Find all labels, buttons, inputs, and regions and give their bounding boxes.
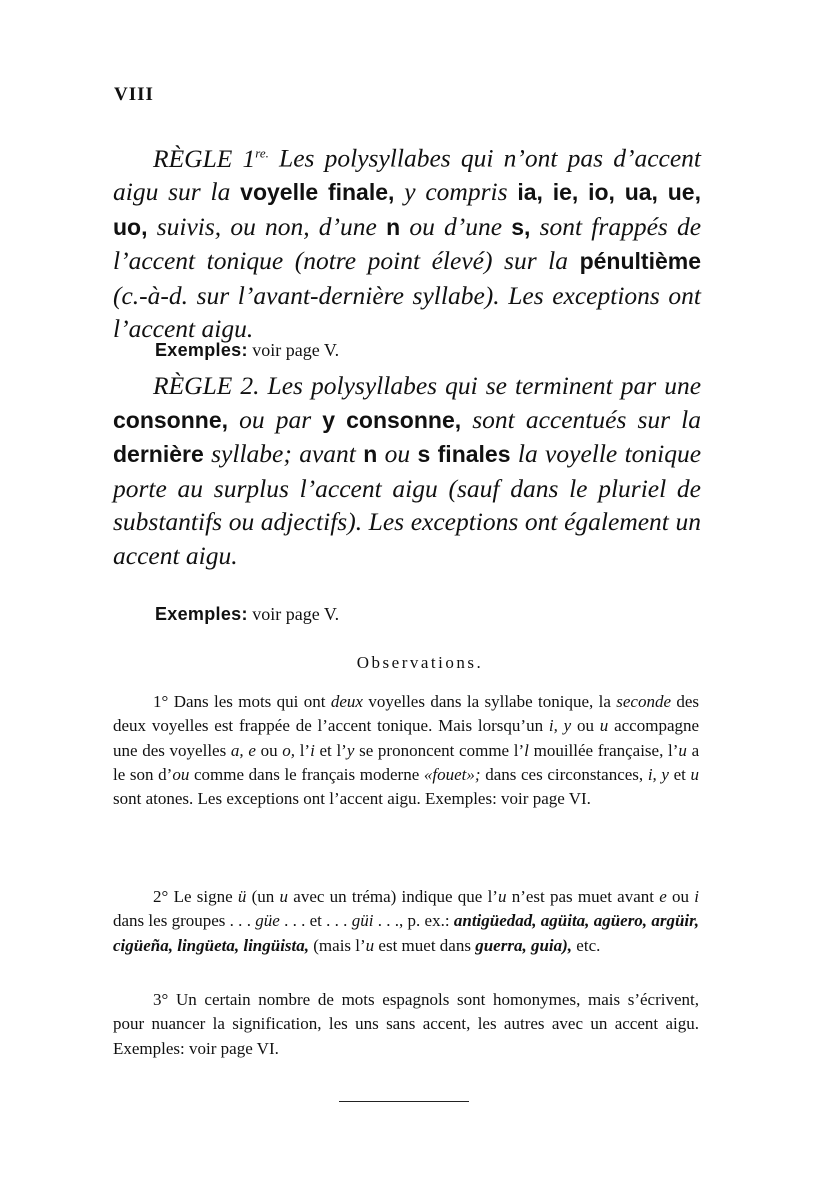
observation-2: 2° Le signe ü (un u avec un tréma) indique que l’u n’est pas muet avant e ou i dans les groupes . . . güe . . . et . . . güi . . ., p. ex.: antigüedad, agüita, agüero, argüir, cigüeña, lingüeta, lingüista, (mais l’u est muet dans guerra, guia), etc.	[113, 887, 700, 955]
examples-label: Exemples:	[155, 604, 248, 624]
rule-1-heading: RÈGLE $1^{re.}$	[153, 143, 269, 173]
section-divider	[339, 1101, 469, 1102]
rule-2-paragraph: RÈGLE 2. Les polysyllabes qui se terminent par une consonne, ou par y consonne, sont accentués sur la dernière syllabe; avant n ou s finales la voyelle tonique porte au surplus l’accent aigu (sauf dans le pluriel de substantifs ou adjectifs). Les exceptions ont également un accent aigu.	[113, 371, 702, 570]
examples-label: Exemples:	[155, 340, 248, 360]
examples-line-2: Exemples: voir page V.	[155, 604, 340, 624]
page-number: VIII	[114, 84, 154, 105]
rule-2-heading: RÈGLE 2.	[153, 371, 260, 400]
observations-heading: Observations.	[356, 653, 484, 672]
rule-1-paragraph: RÈGLE $1^{re.}$ Les polysyllabes qui n’ont pas d’accent aigu sur la voyelle finale, y compris ia, ie, io, ua, ue, uo, suivis, ou non, d’une n ou d’une s, sont frappés de l’accent tonique (notre point élevé) sur la pénultième (c.-à-d. sur l’avant-dernière syllabe). Les exceptions ont l’accent aigu.	[113, 143, 702, 344]
observation-1: 1° Dans les mots qui ont deux voyelles dans la syllabe tonique, la seconde des deux voyelles est frappée de l’accent tonique. Mais lorsqu’un i, y ou u accompagne une des voyelles a, e ou o, l’i et l’y se prononcent comme l’l mouillée française, l’u a le son d’ou comme dans le français moderne «fouet»; dans ces circonstances, i, y et u sont atones. Les exceptions ont l’accent aigu. Exemples: voir page VI.	[113, 692, 700, 809]
observation-3: 3° Un certain nombre de mots espagnols sont homonymes, mais s’écrivent, pour nuancer la signification, les uns sans accent, les autres avec un accent aigu. Exemples: voir page VI.	[113, 990, 699, 1058]
examples-line-1: Exemples: voir page V.	[155, 340, 340, 360]
